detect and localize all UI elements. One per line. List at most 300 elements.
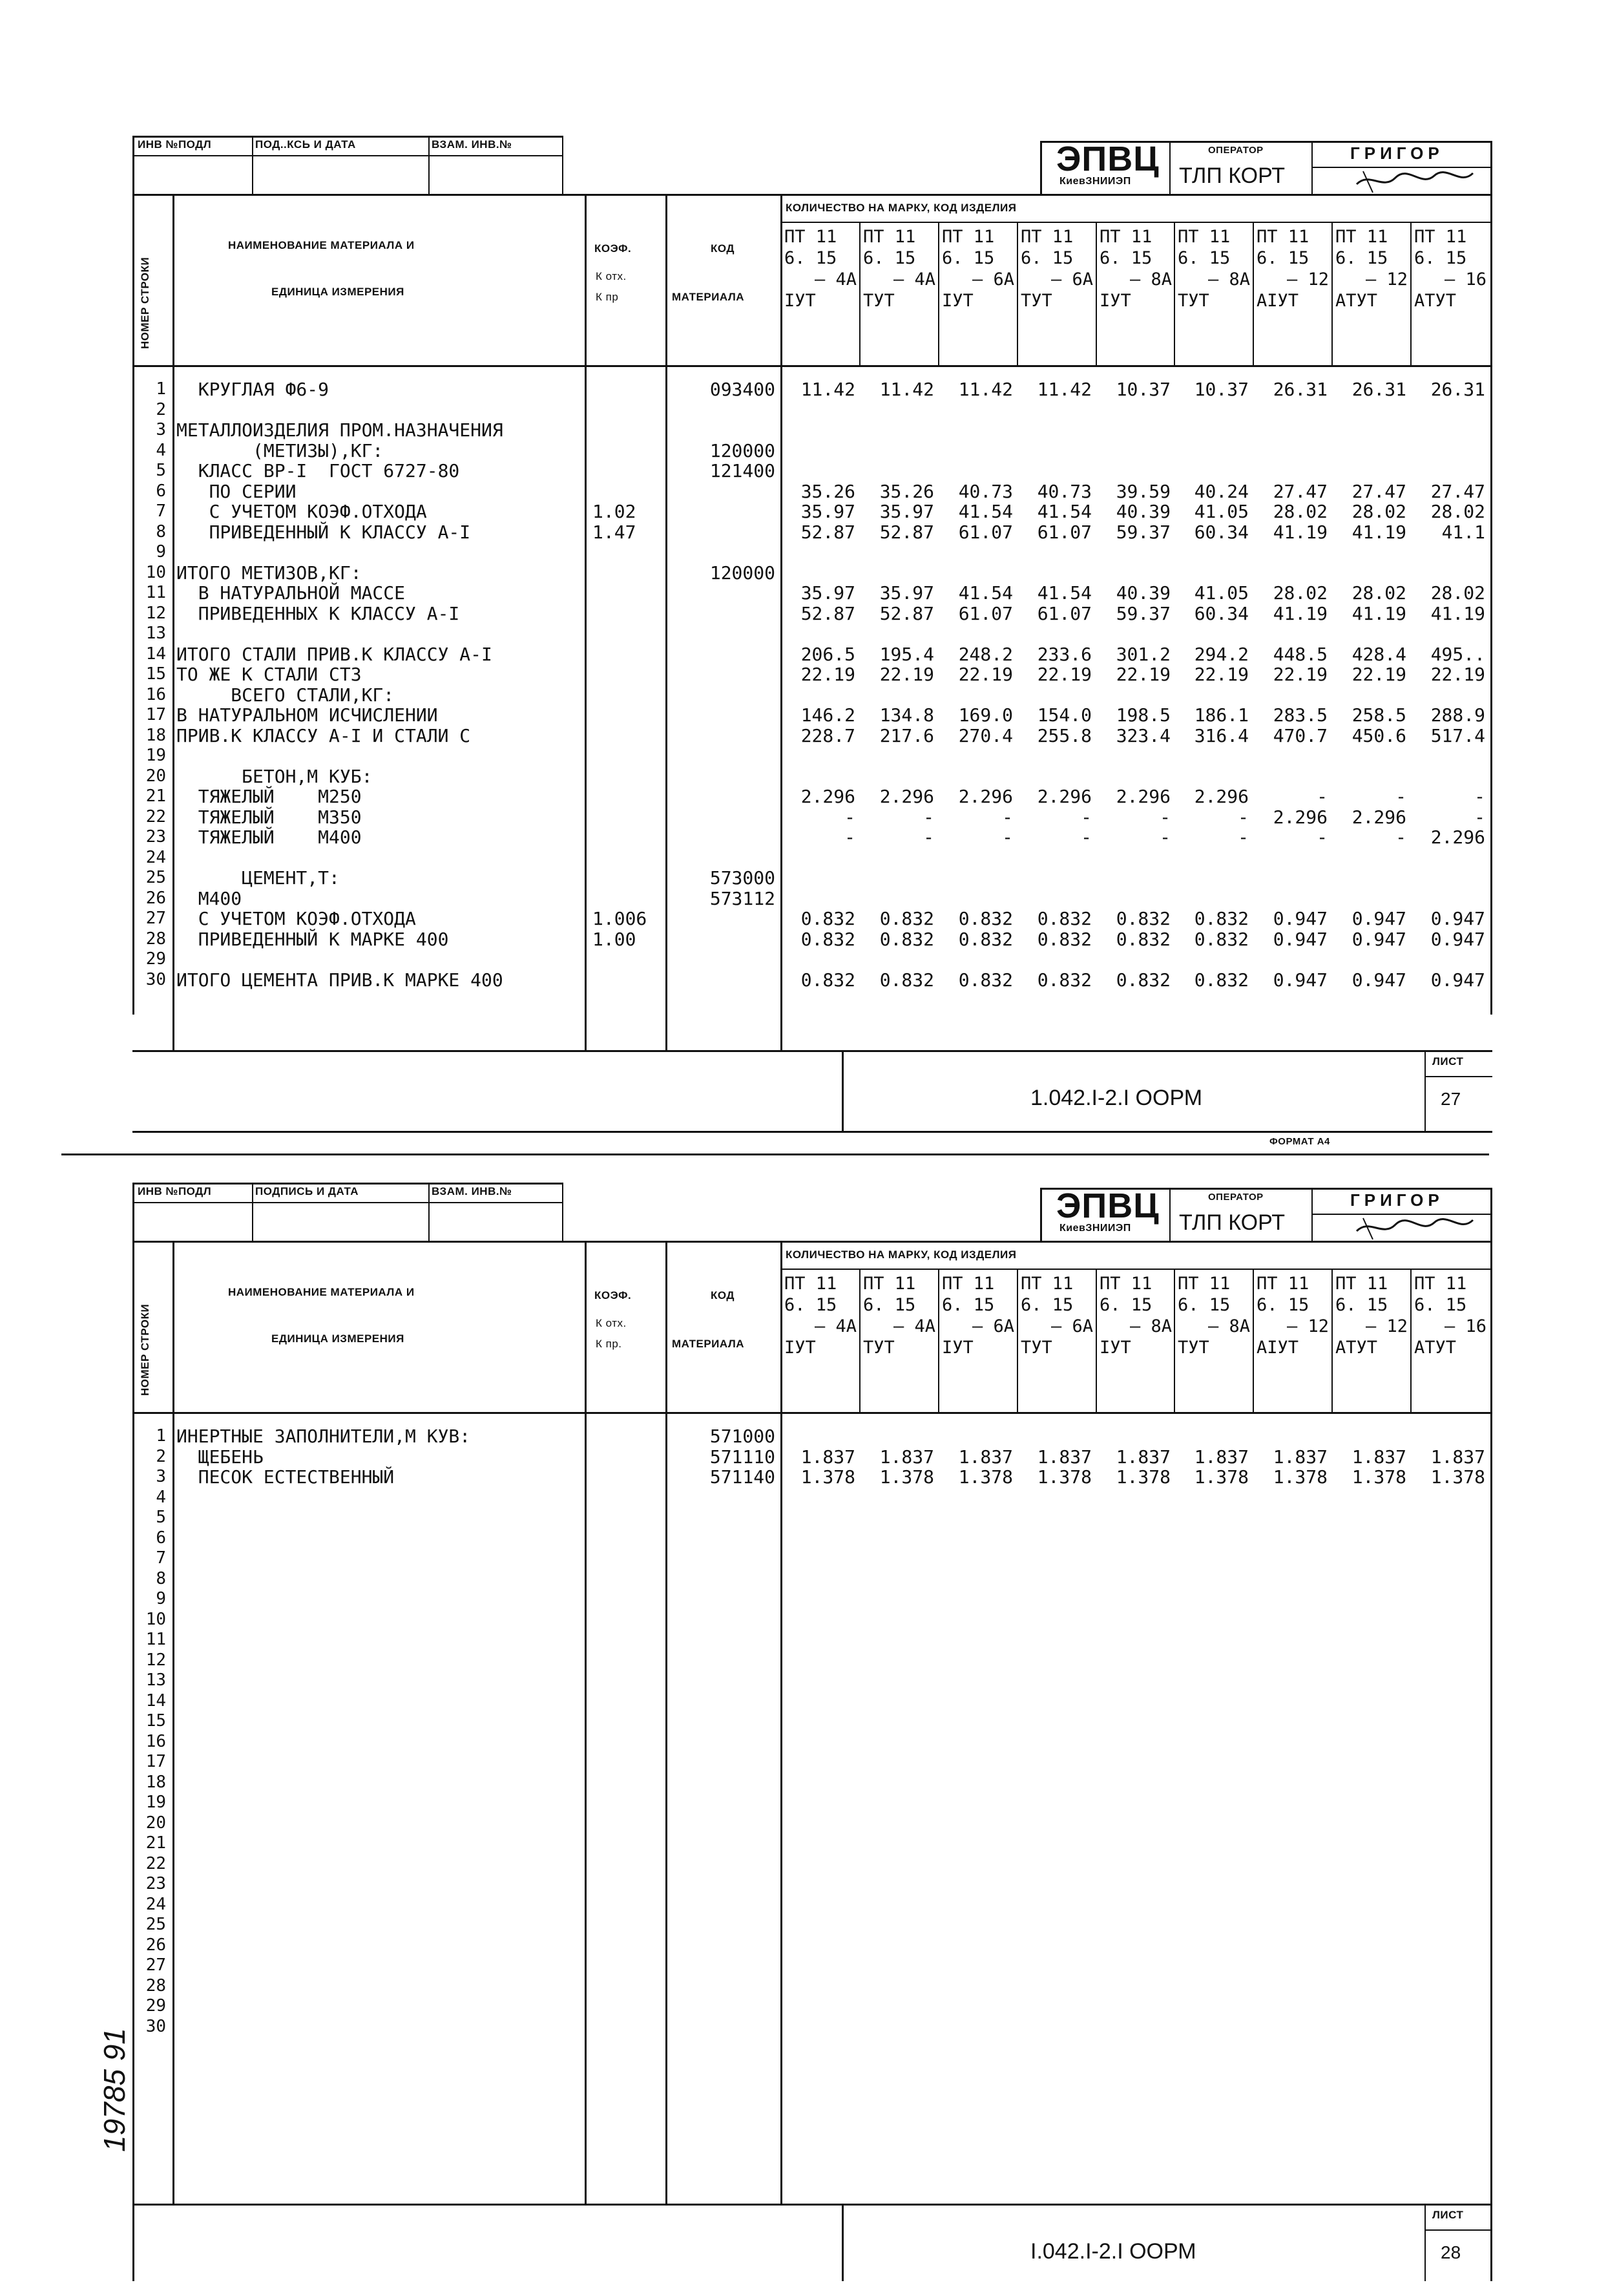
- qty-value: 316.4: [1194, 724, 1249, 746]
- qty-value: 41.05: [1194, 582, 1249, 604]
- qty-value: 41.19: [1351, 602, 1406, 624]
- qty-value: 11.42: [879, 379, 934, 400]
- mark-line: 6. 15: [1100, 248, 1153, 268]
- document-code: I.042.I-2.I OOРМ: [1030, 2239, 1196, 2264]
- operator-name: ТЛП КОРТ: [1179, 1210, 1286, 1235]
- row-number: 6: [156, 1528, 166, 1548]
- mark-line: ТУТ: [1021, 1338, 1052, 1358]
- mark-header-6: [1178, 1273, 1250, 1358]
- qty-value: 27.47: [1273, 480, 1328, 502]
- mark-header-2: [863, 1273, 935, 1358]
- code-header: КОД: [711, 1289, 735, 1301]
- qty-value: 0.832: [1037, 908, 1092, 929]
- qty-value: 52.87: [879, 602, 934, 624]
- mark-line: 6. 15: [1335, 1295, 1388, 1315]
- qty-value: 1.837: [800, 1446, 855, 1468]
- footer-sheet-rule: [1424, 2229, 1492, 2231]
- qty-value: 0.832: [1194, 928, 1249, 950]
- qty-value: 41.19: [1351, 521, 1406, 543]
- qty-value: 22.19: [1430, 664, 1485, 685]
- qty-value: 169.0: [958, 704, 1013, 726]
- qty-value: 217.6: [879, 724, 934, 746]
- coef-value: 1.006: [592, 908, 647, 929]
- row-number: 21: [145, 1833, 166, 1853]
- document-code: 1.042.I-2.I OOРМ: [1030, 1086, 1203, 1110]
- qty-value: 41.54: [1037, 582, 1092, 604]
- row-number: 4: [156, 440, 166, 460]
- qty-value: 28.02: [1351, 501, 1406, 522]
- coef-value: 1.02: [592, 501, 636, 522]
- qty-value: 0.947: [1430, 969, 1485, 991]
- format-label: ФОРМАТ А4: [1269, 1136, 1330, 1147]
- qty-value: 40.39: [1116, 582, 1171, 604]
- qty-value: -: [1002, 806, 1013, 828]
- qty-value: 28.02: [1430, 582, 1485, 604]
- col-rule-name: [585, 1241, 587, 2204]
- inv-label: ИНВ №ПОДЛ: [138, 138, 212, 151]
- mark-header-6: [1178, 226, 1250, 311]
- mark-line: 6. 15: [784, 1295, 837, 1315]
- org-stamp-left: [1040, 1188, 1042, 1241]
- qty-value: 0.832: [1116, 928, 1171, 950]
- mark-line: ПТ 11: [942, 227, 995, 247]
- qty-value: 2.296: [1194, 786, 1249, 807]
- qty-value: 0.947: [1273, 969, 1328, 991]
- sheet-left-border: [132, 1183, 134, 2281]
- material-name: С УЧЕТОМ КОЭФ.ОТХОДА: [176, 501, 427, 522]
- mark-header-8: [1335, 226, 1408, 311]
- mark-line: 6. 15: [1178, 248, 1231, 268]
- coef-waste-header: К отх.: [596, 1317, 627, 1329]
- row-number: 18: [145, 1772, 166, 1792]
- mark-line: 6. 15: [1100, 1295, 1153, 1315]
- coef-header: КОЭФ.: [594, 242, 632, 255]
- qty-value: 198.5: [1116, 704, 1171, 726]
- org-name: ЭПВЦ: [1056, 1186, 1160, 1225]
- qty-value: 10.37: [1116, 379, 1171, 400]
- mark-line: 6. 15: [1178, 1295, 1231, 1315]
- material-name: ИТОГО ЦЕМЕНТА ПРИВ.К МАРКЕ 400: [176, 969, 503, 991]
- material-name: ПРИВ.К КЛАССУ А-I И СТАЛИ С: [176, 724, 471, 746]
- qty-value: 11.42: [958, 379, 1013, 400]
- mark-line: ПТ 11: [1100, 227, 1153, 247]
- material-name: В НАТУРАЛЬНОМ ИСЧИСЛЕНИИ: [176, 704, 438, 726]
- qty-value: 228.7: [800, 724, 855, 746]
- material-header: НАИМЕНОВАНИЕ МАТЕРИАЛА И: [228, 1286, 415, 1298]
- qty-value: 1.837: [879, 1446, 934, 1468]
- mark-line: 6. 15: [942, 248, 995, 268]
- page-separator: [61, 1153, 1489, 1155]
- qty-value: 154.0: [1037, 704, 1092, 726]
- mark-col-rule: [1174, 1269, 1175, 1412]
- qty-value: 41.19: [1430, 602, 1485, 624]
- qty-value: 28.02: [1430, 501, 1485, 522]
- qty-value: 2.296: [1351, 806, 1406, 828]
- row-number: 19: [145, 746, 166, 765]
- qty-value: 26.31: [1273, 379, 1328, 400]
- row-number: 25: [145, 868, 166, 887]
- row-number: 10: [145, 562, 166, 582]
- mark-line: ПТ 11: [863, 227, 916, 247]
- qty-value: -: [1160, 827, 1171, 848]
- row-number: 23: [145, 827, 166, 847]
- sheet-top-rule: [132, 1241, 1492, 1243]
- sheet-label: ЛИСТ: [1432, 1055, 1464, 1068]
- row-number: 17: [145, 1752, 166, 1771]
- mark-col-rule: [1096, 222, 1097, 365]
- inv-label: ИНВ №ПОДЛ: [138, 1185, 212, 1197]
- material-code: 571110: [709, 1446, 775, 1468]
- material-name: ТЯЖЕЛЫЙ М400: [176, 827, 362, 848]
- row-number: 15: [145, 664, 166, 684]
- qty-value: 1.378: [1116, 1466, 1171, 1488]
- mark-line: – 12: [1365, 1316, 1408, 1336]
- qty-value: 2.296: [1037, 786, 1092, 807]
- mark-line: ПТ 11: [1335, 1274, 1388, 1294]
- row-number: 28: [145, 1975, 166, 1996]
- qty-value: 22.19: [800, 664, 855, 685]
- footer-sheet-divider: [1424, 1050, 1426, 1131]
- qty-value: 2.296: [1430, 827, 1485, 848]
- qty-value: 195.4: [879, 643, 934, 665]
- coef-value: 1.47: [592, 521, 636, 543]
- sheet-label: ЛИСТ: [1432, 2209, 1464, 2221]
- mark-line: – 6А: [972, 1316, 1014, 1336]
- sheet-number: 28: [1441, 2242, 1461, 2262]
- material-code: 121400: [709, 460, 775, 481]
- qty-value: 255.8: [1037, 724, 1092, 746]
- qty-value: 26.31: [1351, 379, 1406, 400]
- row-number: 5: [156, 1508, 166, 1527]
- qty-value: 0.832: [958, 969, 1013, 991]
- material-name: БЕТОН,М КУБ:: [176, 765, 373, 787]
- mark-line: – 8А: [1207, 269, 1250, 290]
- row-number: 2: [156, 399, 166, 419]
- qty-value: 0.832: [879, 969, 934, 991]
- mark-header-3: [942, 226, 1014, 311]
- qty-value: -: [844, 827, 855, 848]
- material-name: М400: [176, 887, 242, 909]
- qty-value: 0.947: [1351, 908, 1406, 929]
- qty-value: 1.837: [1116, 1446, 1171, 1468]
- qty-value: 0.947: [1351, 969, 1406, 991]
- operator-signature-name: ГРИГОР: [1350, 1190, 1444, 1210]
- material-name: С УЧЕТОМ КОЭФ.ОТХОДА: [176, 908, 416, 929]
- qty-value: 2.296: [879, 786, 934, 807]
- qty-value: -: [844, 806, 855, 828]
- col-rule-rownum: [172, 194, 174, 1050]
- mark-header-5: [1100, 1273, 1172, 1358]
- qty-value: 28.02: [1273, 501, 1328, 522]
- qty-value: 134.8: [879, 704, 934, 726]
- row-number: 1: [156, 1426, 166, 1446]
- qty-value: -: [1002, 827, 1013, 848]
- qty-value: 186.1: [1194, 704, 1249, 726]
- qty-value: 41.54: [1037, 501, 1092, 522]
- qty-value: 59.37: [1116, 521, 1171, 543]
- row-number: 2: [156, 1446, 166, 1466]
- mark-line: АIУТ: [1257, 1338, 1299, 1358]
- material-name: ТЯЖЕЛЫЙ М350: [176, 806, 362, 828]
- qty-value: 258.5: [1351, 704, 1406, 726]
- qty-value: 0.947: [1430, 928, 1485, 950]
- row-number: 23: [145, 1874, 166, 1893]
- footer-top-rule: [132, 1050, 1492, 1052]
- material-code: 571140: [709, 1466, 775, 1488]
- footer-divider: [842, 1050, 844, 1131]
- qty-value: 146.2: [800, 704, 855, 726]
- sheet-27: [132, 136, 1492, 1147]
- material-name: ПО СЕРИИ: [176, 480, 297, 502]
- mark-line: ПТ 11: [1335, 227, 1388, 247]
- operator-label: ОПЕРАТОР: [1208, 145, 1264, 156]
- qty-value: 0.832: [1194, 969, 1249, 991]
- mark-col-rule: [1096, 1269, 1097, 1412]
- mark-col-rule: [1017, 222, 1018, 365]
- mark-line: – 6А: [1050, 1316, 1093, 1336]
- col-rule-coef: [665, 194, 667, 1050]
- mark-line: ТУТ: [863, 291, 895, 311]
- mark-line: IУТ: [1100, 291, 1131, 311]
- qty-value: -: [1395, 827, 1406, 848]
- mark-line: – 16: [1444, 1316, 1487, 1336]
- qty-value: 1.378: [800, 1466, 855, 1488]
- qty-value: 27.47: [1430, 480, 1485, 502]
- mark-col-rule: [1253, 1269, 1254, 1412]
- qty-value: 294.2: [1194, 643, 1249, 665]
- mark-line: ПТ 11: [784, 227, 837, 247]
- qty-value: 41.1: [1441, 521, 1485, 543]
- qty-value: 28.02: [1273, 582, 1328, 604]
- material-code: 573000: [709, 867, 775, 889]
- footer-top-rule: [132, 2204, 1492, 2206]
- qty-value: 27.47: [1351, 480, 1406, 502]
- qty-value: 35.26: [800, 480, 855, 502]
- qty-header-rule: [780, 1269, 1492, 1270]
- qty-value: 0.947: [1273, 928, 1328, 950]
- mark-line: ПТ 11: [1021, 227, 1074, 247]
- qty-value: 470.7: [1273, 724, 1328, 746]
- row-number: 29: [145, 1996, 166, 2016]
- qty-header-rule: [780, 222, 1492, 223]
- material-code: 120000: [709, 562, 775, 584]
- org-stamp-left: [1040, 141, 1042, 194]
- qty-value: 1.378: [1351, 1466, 1406, 1488]
- row-number: 3: [156, 1467, 166, 1486]
- qty-value: 283.5: [1273, 704, 1328, 726]
- row-number: 30: [145, 2016, 166, 2036]
- material-code: 093400: [709, 379, 775, 400]
- qty-value: 39.59: [1116, 480, 1171, 502]
- qty-value: 0.832: [1116, 969, 1171, 991]
- mark-line: ТУТ: [1021, 291, 1052, 311]
- mark-line: ПТ 11: [1414, 1274, 1467, 1294]
- qty-value: 1.837: [1273, 1446, 1328, 1468]
- footer-sheet-divider: [1424, 2204, 1426, 2281]
- footer-bottom-rule: [132, 1131, 1492, 1133]
- qty-value: -: [923, 806, 934, 828]
- qty-value: 233.6: [1037, 643, 1092, 665]
- qty-value: 22.19: [1037, 664, 1092, 685]
- row-number: 14: [145, 644, 166, 664]
- qty-value: 35.26: [879, 480, 934, 502]
- qty-value: 40.24: [1194, 480, 1249, 502]
- row-number: 3: [156, 420, 166, 439]
- qty-value: 41.19: [1273, 521, 1328, 543]
- row-number: 17: [145, 705, 166, 724]
- qty-value: 2.296: [958, 786, 1013, 807]
- qty-value: 41.19: [1273, 602, 1328, 624]
- qty-value: 206.5: [800, 643, 855, 665]
- qty-value: 41.05: [1194, 501, 1249, 522]
- code-material-header: МАТЕРИАЛА: [672, 1338, 745, 1350]
- mark-line: АТУТ: [1414, 1338, 1457, 1358]
- mark-line: ТУТ: [863, 1338, 895, 1358]
- row-number: 28: [145, 929, 166, 949]
- sign-date-label: ПОДПИСЬ И ДАТА: [255, 1185, 359, 1197]
- mark-line: IУТ: [784, 291, 816, 311]
- col-rule-coef: [665, 1241, 667, 2204]
- mark-line: – 12: [1286, 269, 1329, 290]
- col-rule-name: [585, 194, 587, 1050]
- material-header: НАИМЕНОВАНИЕ МАТЕРИАЛА И: [228, 239, 415, 251]
- unit-header: ЕДИНИЦА ИЗМЕРЕНИЯ: [271, 1332, 404, 1345]
- mark-line: 6. 15: [863, 248, 916, 268]
- col-rule-rownum: [172, 1241, 174, 2204]
- org-stamp-divider: [1169, 1188, 1171, 1241]
- material-name: ИНЕРТНЫЕ ЗАПОЛНИТЕЛИ,М КУВ:: [176, 1426, 471, 1447]
- sheet-right-border: [1490, 1188, 1492, 2281]
- material-name: КЛАСС ВР-I ГОСТ 6727-80: [176, 460, 460, 481]
- qty-value: 61.07: [958, 521, 1013, 543]
- qty-value: 61.07: [958, 602, 1013, 624]
- mark-col-rule: [1331, 222, 1333, 365]
- qty-value: 60.34: [1194, 521, 1249, 543]
- qty-value: 0.947: [1430, 908, 1485, 929]
- qty-value: -: [1395, 786, 1406, 807]
- operator-name: ТЛП КОРТ: [1179, 163, 1286, 188]
- material-name: В НАТУРАЛЬНОЙ МАССЕ: [176, 582, 406, 604]
- qty-value: 0.832: [879, 908, 934, 929]
- org-subtitle: КиевЗНИИЭП: [1059, 176, 1131, 187]
- qty-value: 1.378: [1194, 1466, 1249, 1488]
- material-name: ЩЕБЕНЬ: [176, 1446, 264, 1468]
- mark-header-4: [1021, 226, 1093, 311]
- material-code: 120000: [709, 439, 775, 461]
- unit-header: ЕДИНИЦА ИЗМЕРЕНИЯ: [271, 286, 404, 298]
- coef-waste-header: К отх.: [596, 270, 627, 282]
- qty-value: 22.19: [1273, 664, 1328, 685]
- mark-line: АТУТ: [1414, 291, 1457, 311]
- coef-reduce-header: К пр: [596, 291, 619, 303]
- row-number: 25: [145, 1915, 166, 1934]
- coef-header: КОЭФ.: [594, 1289, 632, 1301]
- qty-value: 22.19: [1116, 664, 1171, 685]
- material-name: (МЕТИЗЫ),КГ:: [176, 439, 384, 461]
- mark-line: – 4А: [814, 269, 857, 290]
- mark-line: – 4А: [814, 1316, 857, 1336]
- qty-value: 40.39: [1116, 501, 1171, 522]
- mark-header-2: [863, 226, 935, 311]
- mark-header-7: [1257, 1273, 1329, 1358]
- qty-value: -: [1081, 806, 1092, 828]
- mark-line: – 4А: [893, 269, 935, 290]
- mark-line: IУТ: [942, 1338, 974, 1358]
- row-number: 30: [145, 969, 166, 989]
- mark-header-9: [1414, 1273, 1487, 1358]
- qty-value: 41.54: [958, 582, 1013, 604]
- mark-line: – 12: [1286, 1316, 1329, 1336]
- mark-line: 6. 15: [942, 1295, 995, 1315]
- qty-value: 22.19: [1194, 664, 1249, 685]
- stamp-divider: [428, 1183, 430, 1241]
- org-stamp-divider: [1169, 141, 1171, 194]
- row-number: 11: [145, 583, 166, 602]
- row-number: 27: [145, 1955, 166, 1975]
- stamp-mid-rule: [132, 1202, 562, 1203]
- qty-value: 0.832: [1037, 928, 1092, 950]
- mark-col-rule: [1331, 1269, 1333, 1412]
- mark-line: АТУТ: [1335, 291, 1378, 311]
- row-number: 16: [145, 1731, 166, 1751]
- row-number: 20: [145, 1813, 166, 1833]
- margin-note: 19785 91: [98, 2028, 131, 2152]
- row-number: 18: [145, 725, 166, 745]
- qty-value: 1.837: [1351, 1446, 1406, 1468]
- qty-value: 0.832: [958, 928, 1013, 950]
- qty-value: 22.19: [958, 664, 1013, 685]
- mark-header-4: [1021, 1273, 1093, 1358]
- qty-value: 35.97: [800, 501, 855, 522]
- mark-line: – 8А: [1129, 1316, 1172, 1336]
- footer-divider: [842, 2204, 844, 2281]
- row-number: 22: [145, 1853, 166, 1873]
- qty-value: 323.4: [1116, 724, 1171, 746]
- qty-value: 52.87: [879, 521, 934, 543]
- stamp-top-rule: [132, 1183, 562, 1185]
- row-number: 10: [145, 1609, 166, 1629]
- qty-value: -: [1238, 806, 1249, 828]
- stamp-divider: [252, 136, 253, 194]
- material-code: 573112: [709, 887, 775, 909]
- mark-line: ПТ 11: [1100, 1274, 1153, 1294]
- row-number: 21: [145, 786, 166, 806]
- row-number: 29: [145, 949, 166, 969]
- operator-label: ОПЕРАТОР: [1208, 1192, 1264, 1203]
- qty-header: КОЛИЧЕСТВО НА МАРКУ, КОД ИЗДЕЛИЯ: [786, 202, 1017, 214]
- mark-line: ПТ 11: [1178, 227, 1231, 247]
- material-name: ПРИВЕДЕННЫХ К КЛАССУ А-I: [176, 602, 460, 624]
- mark-header-3: [942, 1273, 1014, 1358]
- mark-header-1: [784, 226, 857, 311]
- qty-value: 40.73: [958, 480, 1013, 502]
- mark-line: ПТ 11: [1178, 1274, 1231, 1294]
- operator-signature-name: ГРИГОР: [1350, 143, 1444, 163]
- qty-value: 1.837: [958, 1446, 1013, 1468]
- mark-col-rule: [1410, 1269, 1412, 1412]
- qty-value: 1.378: [958, 1466, 1013, 1488]
- qty-value: 0.947: [1351, 928, 1406, 950]
- row-number-header: НОМЕР СТРОКИ: [139, 1303, 151, 1396]
- mark-line: 6. 15: [1257, 1295, 1309, 1315]
- mark-line: ПТ 11: [942, 1274, 995, 1294]
- material-name: КРУГЛАЯ Ф6-9: [176, 379, 329, 400]
- sheet-number: 27: [1441, 1089, 1461, 1109]
- row-number: 24: [145, 1894, 166, 1914]
- header-bottom-rule: [132, 1412, 1492, 1414]
- qty-value: 0.832: [800, 969, 855, 991]
- qty-value: 52.87: [800, 521, 855, 543]
